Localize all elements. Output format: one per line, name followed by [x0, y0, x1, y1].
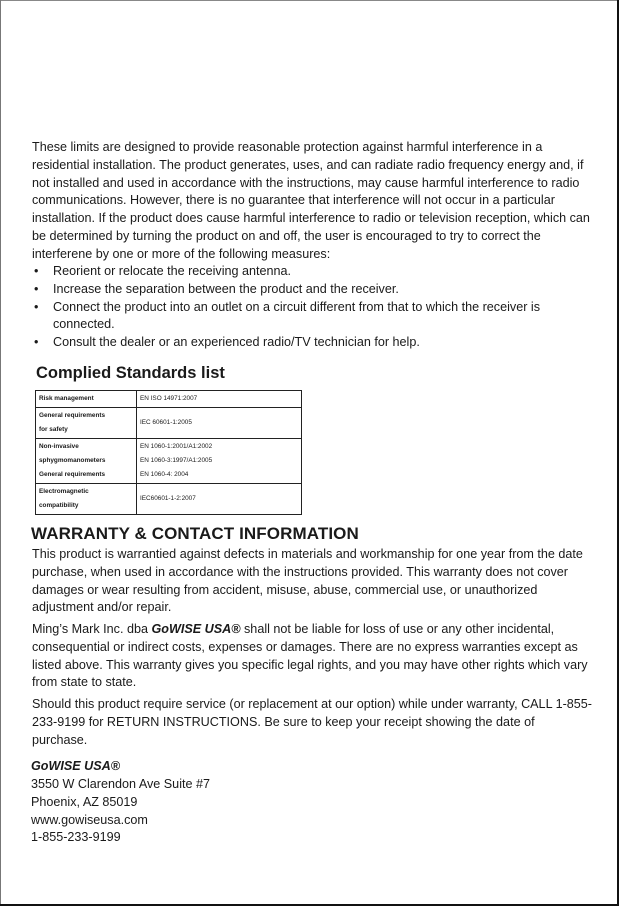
standard-label	[36, 439, 137, 484]
standard-value-line: EN 1060-3:1997/A1:2005	[140, 457, 213, 464]
address-brand: GoWISE USA®	[31, 759, 121, 773]
bullet-icon: •	[34, 335, 39, 350]
standard-label	[36, 484, 137, 515]
address-street: 3550 W Clarendon Ave Suite #7	[31, 777, 210, 791]
bullet-icon: •	[34, 299, 39, 314]
standard-label-line: sphygmomanometers	[39, 457, 106, 464]
warranty-title: WARRANTY & CONTACT INFORMATION	[31, 524, 359, 543]
standard-label-line: Electromagnetic	[39, 488, 89, 495]
standard-value-line: EN 1060-1:2001/A1:2002	[140, 443, 213, 450]
standard-label-line: compatibility	[39, 502, 79, 509]
list-item	[32, 299, 592, 335]
page-border-right	[617, 0, 619, 905]
bullet-icon: •	[34, 281, 39, 296]
liability-text: shall not be liable for loss of use or any other incidental, consequential or indirect costs, expenses or damages. There are no express warranties except as listed above. This warranty gives you specific legal rights, and you may have other rights which vary from state to state.	[32, 622, 588, 690]
address-city: Phoenix, AZ 85019	[31, 794, 138, 809]
list-item	[32, 281, 592, 299]
standard-value-line: IEC60601-1-2:2007	[140, 495, 196, 502]
page-border-left	[0, 0, 1, 905]
list-item-text: Increase the separation between the product and the receiver.	[53, 281, 399, 296]
table-row	[36, 484, 302, 515]
table-row	[36, 391, 302, 408]
list-item-text: Reorient or relocate the receiving antenna.	[53, 264, 292, 278]
list-item-text: Connect the product into an outlet on a circuit different from that to which the receiver is connected.	[53, 299, 540, 332]
standard-label-line: General requirements	[39, 471, 106, 478]
bullet-icon: •	[34, 264, 39, 278]
liability-prefix: Ming’s Mark Inc. dba	[32, 622, 152, 636]
contact-address	[31, 776, 210, 847]
standards-title: Complied Standards list	[36, 364, 225, 382]
standard-label-line: General requirements	[39, 412, 106, 419]
warranty-paragraph: This product is warrantied against defects in materials and workmanship for one year from the date purchase, when used in accordance with the instructions provided. This warranty does not cover damages or wear resulting from accident, misuse, abuse, commercial use, or unauthorized adjustment and/or repair.	[32, 547, 583, 615]
standard-value	[137, 391, 302, 408]
standard-label-line: Risk management	[39, 395, 94, 402]
standards-table	[35, 390, 302, 515]
liability-paragraph	[32, 621, 592, 692]
table-row	[36, 408, 302, 439]
table-row	[36, 439, 302, 484]
measures-list	[32, 263, 592, 352]
list-item	[32, 263, 592, 281]
standard-label	[36, 391, 137, 408]
standard-label	[36, 408, 137, 439]
standard-label-line: for safety	[39, 426, 68, 433]
list-item-text: Consult the dealer or an experienced radio/TV technician for help.	[53, 335, 420, 350]
brand-name-inline: GoWISE USA®	[151, 622, 241, 636]
standard-value	[137, 484, 302, 515]
intro-paragraph: These limits are designed to provide reasonable protection against harmful interference in a residential installation. The product generates, uses, and can radiate radio frequency energy and, if not installed and used in accordance with the instructions, may cause harmful interference to radio communications. However, there is no guarantee that interference will not occur in a particular installation. If the product does cause harmful interference to radio or television reception, which can be determined by turning the product on and off, the user is encouraged to try to correct the interferene by one or more of the following measures:	[32, 140, 590, 261]
page-border-bottom	[0, 904, 619, 906]
standard-value-line: EN 1060-4: 2004	[140, 471, 189, 478]
list-item	[32, 334, 592, 352]
service-paragraph: Should this product require service (or replacement at our option) while under warranty, CALL 1-855-233-9199 for RETURN INSTRUCTIONS. Be sure to keep your receipt showing the date of purchase.	[32, 697, 593, 747]
phone-number: 1-855-233-9199	[31, 830, 121, 845]
standard-value-line: EN ISO 14971:2007	[140, 395, 198, 402]
page-border-top	[0, 0, 619, 1]
standard-value	[137, 439, 302, 484]
standard-value-line: IEC 60601-1:2005	[140, 419, 192, 426]
standard-label-line: Non-invasive	[39, 443, 79, 450]
website-link[interactable]: www.gowiseusa.com	[31, 812, 148, 827]
standard-value	[137, 408, 302, 439]
